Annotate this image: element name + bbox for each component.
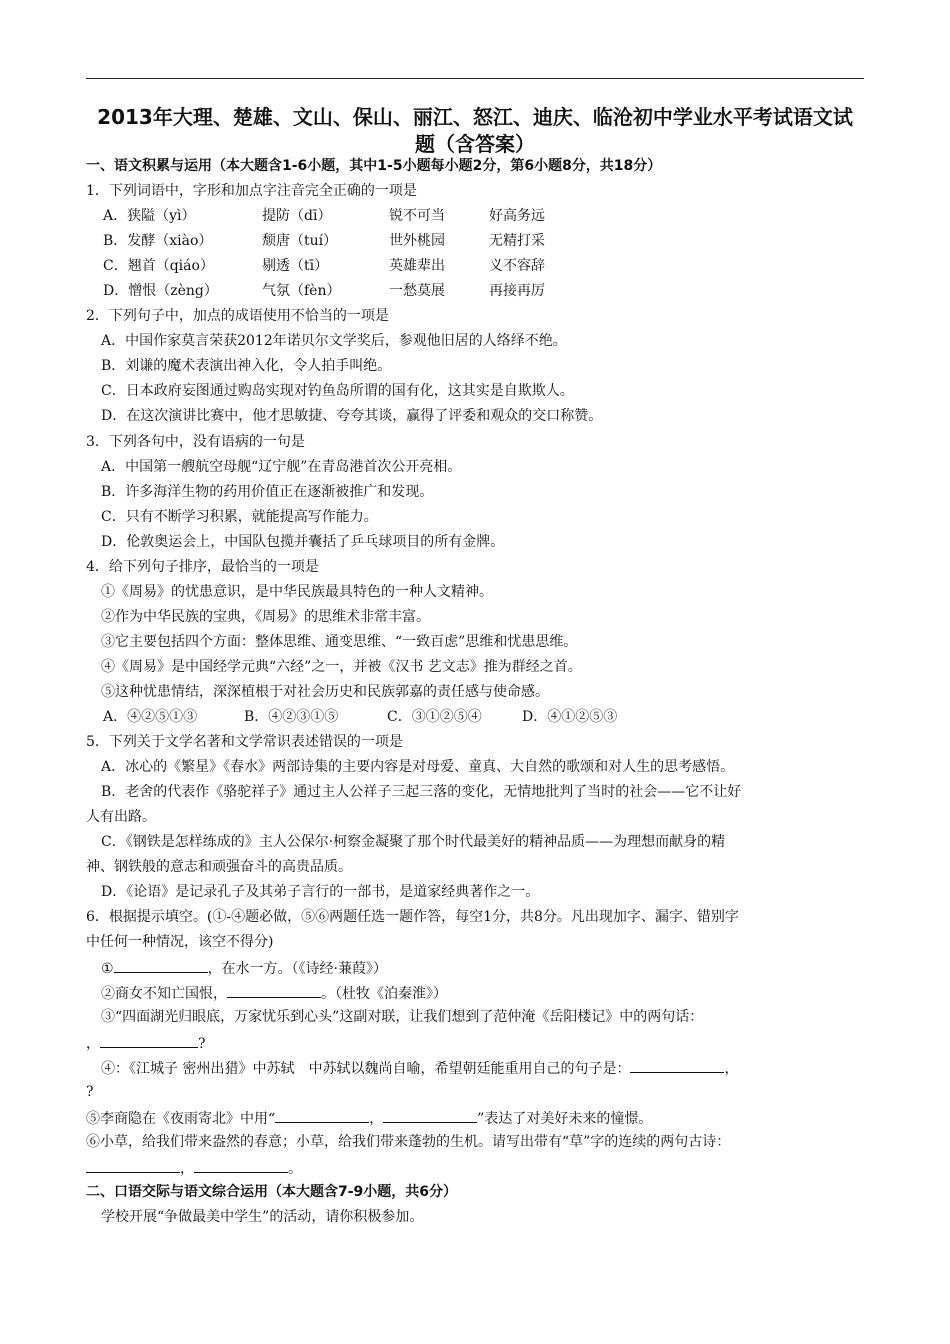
q6-item-5: ⑤李商隐在《夜雨寄北》中用“ ， ”表达了对美好未来的憧憬。 — [86, 1107, 876, 1129]
q6-item-4-end: ? — [86, 1084, 94, 1100]
q1-a-3: 锐不可当 — [389, 208, 445, 224]
q3-option-a: A．中国第一艘航空母舰“辽宁舰”在青岛港首次公开亮相。 — [101, 459, 462, 475]
q5-option-d: D．《论语》是记录孔子及其弟子言行的一部书，是道家经典著作之一。 — [101, 884, 540, 900]
q6-blank-2[interactable] — [227, 982, 321, 998]
q6-stem-line-2: 中任何一种情况，该空不得分) — [86, 934, 274, 950]
section-1-heading: 一、语文积累与运用（本大题含1-6小题，其中1-5小题每小题2分，第6小题8分，共18分） — [86, 158, 662, 174]
q5-option-a: A．冰心的《繁星》《春水》两部诗集的主要内容是对母爱、童真、大自然的歌颂和对人生的思考感悟。 — [101, 759, 735, 775]
q2-option-b: B．刘谦的魔术表演出神入化，令人拍手叫绝。 — [101, 358, 392, 374]
q2-option-a: A．中国作家莫言荣获2012年诺贝尔文学奖后，参观他旧居的人络绎不绝。 — [101, 333, 567, 349]
q1-d-2: 气氛（fèn） — [262, 283, 341, 299]
q1-a-2: 提防（dī） — [262, 208, 332, 224]
q6-blank-3[interactable] — [100, 1032, 198, 1048]
q6-item-2: ②商女不知亡国恨， 。（杜牧《泊秦淮》） — [101, 982, 891, 1004]
section-2-intro: 学校开展“争做最美中学生”的活动，请你积极参加。 — [101, 1209, 424, 1225]
q1-b-2: 颓唐（tuí） — [262, 233, 338, 249]
q1-a-1: A．狭隘（yì） — [103, 208, 196, 224]
q1-c-2: 剔透（tī） — [262, 258, 329, 274]
q2-option-c: C．日本政府妄图通过购岛实现对钓鱼岛所谓的国有化，这其实是自欺欺人。 — [101, 383, 574, 399]
q1-stem: 1．下列词语中，字形和加点字注音完全正确的一项是 — [86, 183, 417, 199]
q4-option-d: D．④①②⑤③ — [522, 709, 618, 725]
q1-b-3: 世外桃园 — [389, 233, 445, 249]
title-line-2: 题（含答案） — [415, 132, 535, 156]
q2-stem: 2．下列句子中，加点的成语使用不恰当的一项是 — [86, 308, 389, 324]
q6-item-1: ① ，在水一方。（《诗经·蒹葭》） — [101, 957, 891, 979]
q2-option-d: D．在这次演讲比赛中，他才思敏捷、夸夸其谈，赢得了评委和观众的交口称赞。 — [101, 408, 603, 424]
q3-option-d: D．伦敦奥运会上，中国队包揽并囊括了乒乓球项目的所有金牌。 — [101, 534, 505, 550]
q5-option-c-line-2: 神、钢铁般的意志和顽强奋斗的高贵品质。 — [86, 859, 352, 875]
title-line-1: 2013年大理、楚雄、文山、保山、丽江、怒江、迪庆、临沧初中学业水平考试语文试 — [97, 105, 853, 129]
q4-option-b: B．④②③①⑤ — [244, 709, 339, 725]
q5-option-c-line-1: C．《钢铁是怎样练成的》主人公保尔·柯察金凝聚了那个时代最美好的精神品质——为理想而献身的精 — [101, 834, 726, 850]
q1-c-4: 义不容辞 — [489, 258, 545, 274]
q5-stem: 5．下列关于文学名著和文学常识表述错误的一项是 — [86, 734, 403, 750]
q1-b-4: 无精打采 — [489, 233, 545, 249]
q6-item-6-answer: ， 。 — [86, 1157, 876, 1179]
q1-d-4: 再接再厉 — [489, 283, 545, 299]
q6-stem-line-1: 6．根据提示填空。(①-④题必做，⑤⑥两题任选一题作答，每空1分，共8分。凡出现加字、漏字、错别字 — [86, 909, 739, 925]
q4-sentence-2: ②作为中华民族的宝典，《周易》的思维术非常丰富。 — [101, 609, 430, 625]
q6-blank-6a[interactable] — [86, 1157, 180, 1173]
q3-option-c: C．只有不断学习积累，就能提高写作能力。 — [101, 509, 378, 525]
q4-sentence-4: ④《周易》是中国经学元典“六经”之一，并被《汉书 艺文志》推为群经之首。 — [101, 659, 582, 675]
q6-item-4: ④：《江城子 密州出猎》中苏轼 中苏轼以魏尚自喻，希望朝廷能重用自己的句子是： ， — [101, 1057, 891, 1079]
q1-c-1: C．翘首（qiáo） — [103, 258, 214, 274]
q6-blank-6b[interactable] — [194, 1157, 288, 1173]
q1-d-1: D．憎恨（zèng） — [103, 283, 218, 299]
section-2-heading: 二、口语交际与语文综合运用（本大题含7-9小题，共6分） — [86, 1184, 458, 1200]
q4-sentence-3: ③它主要包括四个方面：整体思维、通变思维、“一致百虑”思维和忧患思维。 — [101, 634, 578, 650]
header-rule — [86, 78, 864, 79]
q1-c-3: 英雄辈出 — [389, 258, 445, 274]
q6-blank-5b[interactable] — [383, 1107, 477, 1123]
q5-option-b-line-1: B．老舍的代表作《骆驼祥子》通过主人公祥子三起三落的变化，无情地批判了当时的社会——它不让好 — [101, 784, 742, 800]
q5-option-b-line-2: 人有出路。 — [86, 809, 156, 825]
q3-option-b: B．许多海洋生物的药用价值正在逐渐被推广和发现。 — [101, 484, 434, 500]
q3-stem: 3．下列各句中，没有语病的一句是 — [86, 434, 305, 450]
q6-blank-5a[interactable] — [275, 1107, 369, 1123]
q4-sentence-5: ⑤这种忧患情结，深深植根于对社会历史和民族郭嘉的责任感与使命感。 — [101, 684, 549, 700]
q4-option-c: C．③①②⑤④ — [387, 709, 482, 725]
q1-b-1: B．发酵（xiào） — [103, 233, 213, 249]
q6-blank-4[interactable] — [630, 1057, 724, 1073]
q6-blank-1[interactable] — [114, 957, 208, 973]
exam-title — [86, 104, 864, 158]
q4-stem: 4．给下列句子排序，最恰当的一项是 — [86, 559, 319, 575]
q1-d-3: 一愁莫展 — [389, 283, 445, 299]
q4-option-a: A．④②⑤①③ — [103, 709, 198, 725]
q6-item-3-answer: ， ? — [86, 1032, 876, 1054]
q6-item-3: ③“四面湖光归眼底，万家忧乐到心头”这副对联，让我们想到了范仲淹《岳阳楼记》中的两句话： — [101, 1009, 704, 1025]
q6-item-6: ⑥小草，给我们带来盎然的春意；小草，给我们带来蓬勃的生机。请写出带有“草”字的连续的两句古诗： — [86, 1134, 731, 1150]
q4-sentence-1: ①《周易》的忧患意识，是中华民族最具特色的一种人文精神。 — [101, 584, 493, 600]
q1-a-4: 好高务远 — [489, 208, 545, 224]
